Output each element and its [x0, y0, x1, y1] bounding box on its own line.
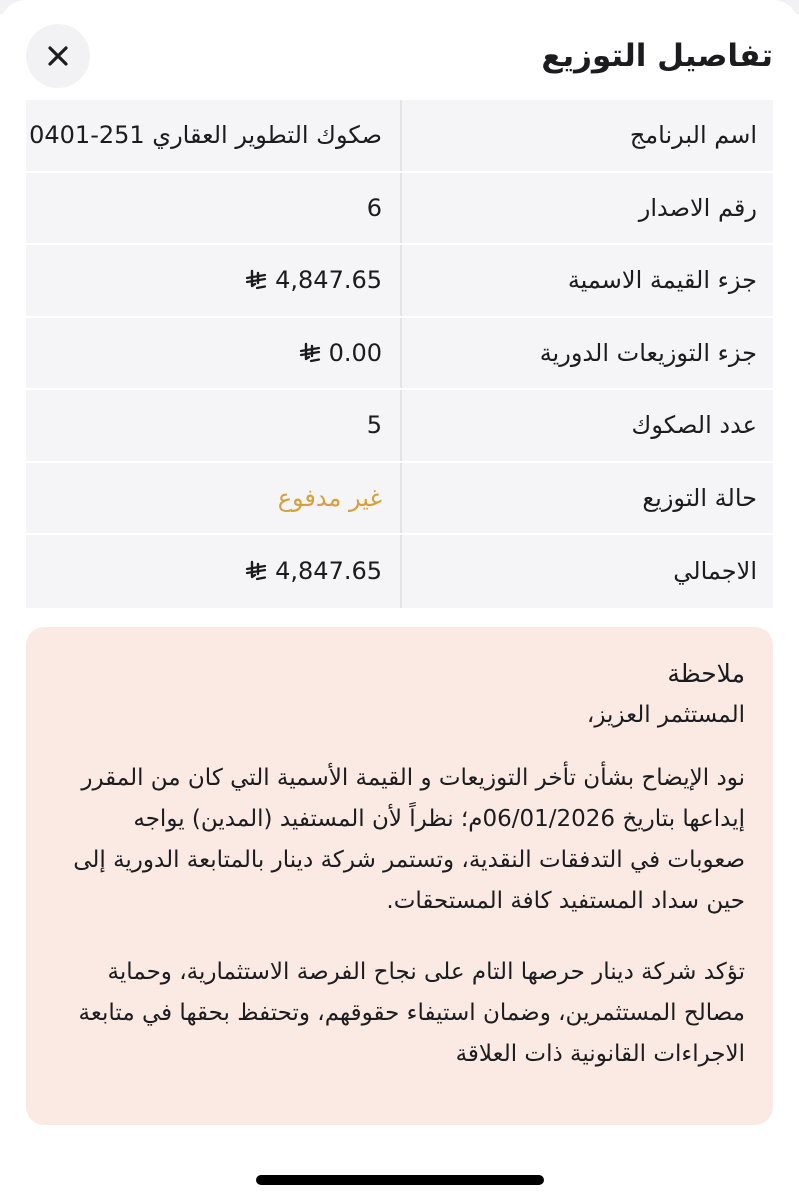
home-indicator[interactable] [256, 1175, 544, 1185]
note-box [26, 627, 773, 1125]
nominal-value-cell [26, 245, 400, 316]
note-paragraph-commitment: تؤكد شركة دينار حرصها التام على نجاح الفرصة الاستثمارية، وحماية مصالح المستثمرين، وضمان استيفاء حقوقهم، وتحتفظ بحقها في متابعة الاجراءات القانونية ذات العلاقة [78, 959, 745, 1067]
details-table [26, 100, 773, 608]
table-row [26, 318, 773, 391]
program-name-label: اسم البرنامج [400, 100, 773, 171]
table-row [26, 100, 773, 173]
distribution-status-value: غير مدفوع [277, 483, 382, 512]
distribution-status-label: حالة التوزيع [400, 463, 773, 534]
table-row [26, 245, 773, 318]
sar-riyal-icon [299, 342, 321, 364]
sar-riyal-icon [245, 269, 267, 291]
issue-number-label: رقم الاصدار [400, 173, 773, 244]
note-title: ملاحظة [667, 659, 745, 688]
note-paragraph-delay: نود الإيضاح بشأن تأخر التوزيعات و القيمة الأسمية التي كان من المقرر إيداعها بتاريخ 06/01/2026م؛ نظراً لأن المستفيد (المدين) يواجه صعوبات في التدفقات النقدية، وتستمر شركة دينار بالمتابعة الدورية إلى حين سداد المستفيد كافة المستحقات. [73, 765, 745, 914]
table-row [26, 173, 773, 246]
sukuk-count-value: 5 [366, 411, 382, 440]
table-row [26, 535, 773, 608]
nominal-value-amount [245, 266, 382, 294]
total-cell [26, 535, 400, 608]
periodic-distributions-cell [26, 318, 400, 389]
sukuk-count-label: عدد الصكوك [400, 390, 773, 461]
nominal-value-number: 4,847.65 [275, 266, 382, 295]
periodic-distributions-amount [299, 339, 382, 367]
sheet-header [0, 0, 799, 100]
periodic-distributions-number: 0.00 [328, 338, 382, 367]
table-row [26, 463, 773, 536]
total-number: 4,847.65 [275, 557, 382, 586]
table-row [26, 390, 773, 463]
issue-number-value: 6 [366, 193, 382, 222]
nominal-value-label: جزء القيمة الاسمية [400, 245, 773, 316]
program-name-value: صكوك التطوير العقاري 251-0401 [29, 121, 382, 150]
close-icon [47, 45, 69, 67]
total-amount [245, 557, 382, 585]
periodic-distributions-label: جزء التوزيعات الدورية [400, 318, 773, 389]
close-button[interactable] [26, 24, 90, 88]
total-label: الاجمالي [400, 535, 773, 608]
note-greeting: المستثمر العزيز، [586, 702, 745, 728]
sar-riyal-icon [245, 560, 267, 582]
page-title: تفاصيل التوزيع [541, 38, 773, 74]
